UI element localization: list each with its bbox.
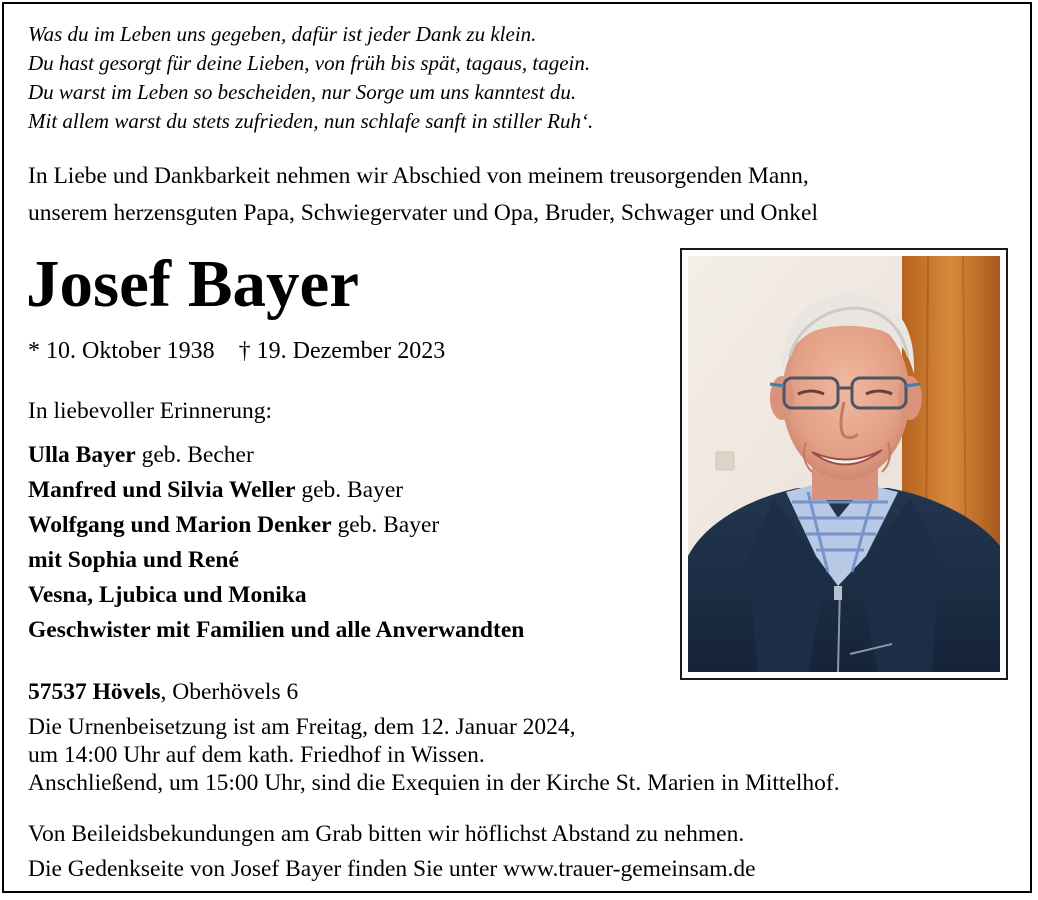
poem <box>28 20 593 136</box>
mourner-line <box>28 508 524 543</box>
poem-line: Mit allem warst du stets zufrieden, nun schlafe sanft in stiller Ruh‘. <box>28 109 594 133</box>
mourner-line <box>28 438 524 473</box>
mourner-suffix: geb. Becher <box>135 442 254 468</box>
poem-line: Du hast gesorgt für deine Lieben, von früh bis spät, tagaus, tagein. <box>28 51 591 75</box>
mourner-suffix: geb. Bayer <box>331 512 440 538</box>
mourner-name: Vesna, Ljubica und Monika <box>28 582 307 608</box>
poem-line: Du warst im Leben so bescheiden, nur Sorge um uns kanntest du. <box>28 80 577 104</box>
obituary-card <box>2 2 1032 893</box>
portrait-frame <box>680 248 1008 680</box>
mourners-list <box>28 438 524 648</box>
birth-date: * 10. Oktober 1938 <box>28 338 215 364</box>
poem-line: Was du im Leben uns gegeben, dafür ist jeder Dank zu klein. <box>28 22 537 46</box>
service-line: um 14:00 Uhr auf dem kath. Friedhof in Wissen. <box>28 742 485 768</box>
mourner-name: Wolfgang und Marion Denker <box>28 512 332 538</box>
mourner-name: Ulla Bayer <box>28 442 136 468</box>
service-details <box>28 713 840 797</box>
portrait-photo <box>688 256 1000 672</box>
memorial-website-note: Die Gedenkseite von Josef Bayer finden Sie unter www.trauer-gemeinsam.de <box>28 856 756 882</box>
mourner-line <box>28 543 524 578</box>
mourner-suffix: geb. Bayer <box>295 477 404 503</box>
mourner-name: Manfred und Silvia Weller <box>28 477 296 503</box>
memory-heading: In liebevoller Erinnerung: <box>28 398 273 424</box>
portrait-illustration <box>688 256 1000 672</box>
service-line: Die Urnenbeisetzung ist am Freitag, dem 12. Januar 2024, <box>28 714 576 740</box>
address-street: , Oberhövels 6 <box>160 679 299 705</box>
intro-text <box>28 158 818 232</box>
condolence-note: Von Beileidsbekundungen am Grab bitten wir höflichst Abstand zu nehmen. <box>28 821 745 847</box>
mourner-name: mit Sophia und René <box>28 547 239 573</box>
intro-line: unserem herzensguten Papa, Schwiegervater und Opa, Bruder, Schwager und Onkel <box>28 200 818 226</box>
mourner-name: Geschwister mit Familien und alle Anverwandten <box>28 617 525 643</box>
life-dates <box>28 334 445 368</box>
intro-line: In Liebe und Dankbarkeit nehmen wir Abschied von meinem treusorgenden Mann, <box>28 163 809 189</box>
deceased-name: Josef Bayer <box>26 247 360 321</box>
family-address <box>28 675 298 709</box>
mourner-line <box>28 613 524 648</box>
address-city: 57537 Hövels <box>28 679 161 705</box>
mourner-line <box>28 578 524 613</box>
death-date: † 19. Dezember 2023 <box>238 338 446 364</box>
mourner-line <box>28 473 524 508</box>
service-line: Anschließend, um 15:00 Uhr, sind die Exequien in der Kirche St. Marien in Mittelhof. <box>28 770 840 796</box>
